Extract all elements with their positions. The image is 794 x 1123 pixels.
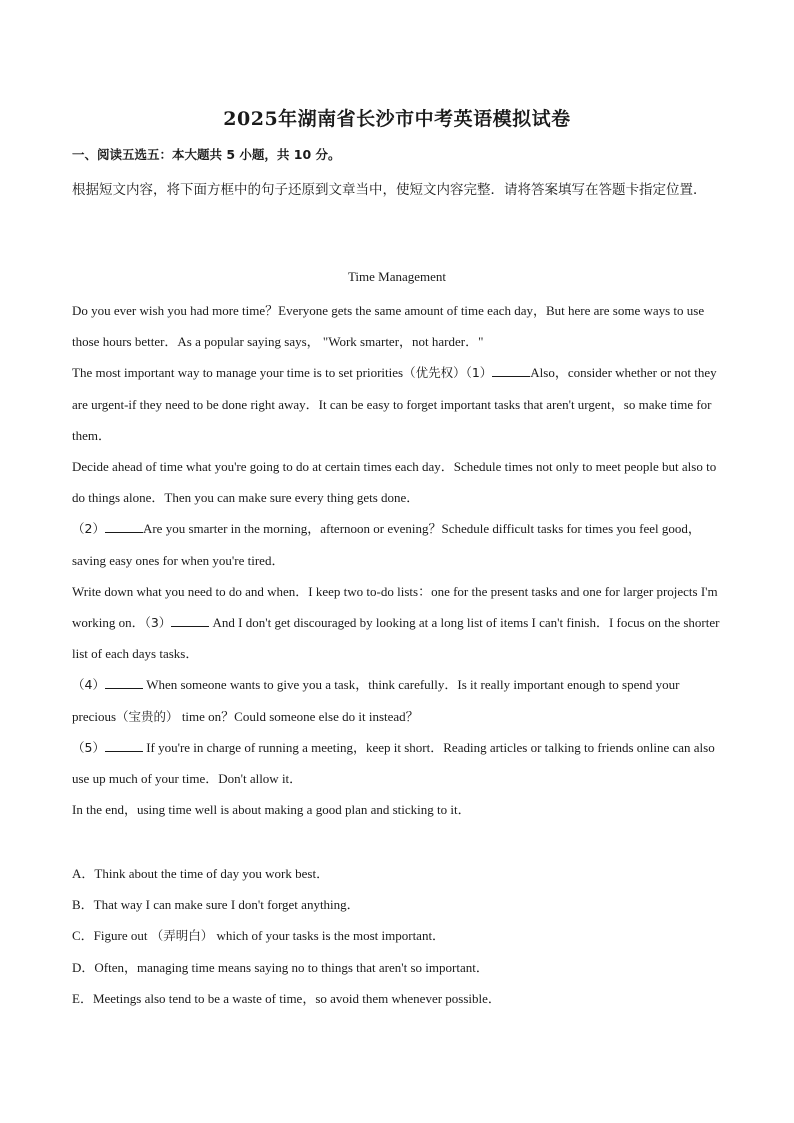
blank-2-number: （2） [72, 521, 105, 537]
paragraph-7-text: If you're in charge of running a meeting，keep it short．Reading articles or talking to friends online can also use up much of your time．Don't allow it． [72, 739, 715, 787]
paragraph-2-text-b: Also，consider whether or not they are urgent-if they need to be done right away．It can be easy to forget important tasks that aren't urgent，so make time for them． [72, 365, 717, 443]
passage [72, 295, 722, 825]
answer-blank-2[interactable] [105, 520, 143, 533]
options-list [72, 858, 722, 1014]
paragraph-6-gloss: （宝贵的） [116, 708, 179, 724]
answer-blank-4[interactable] [105, 676, 143, 689]
option-a: A．Think about the time of day you work best． [72, 866, 330, 881]
blank-4-number: （4） [72, 677, 105, 693]
paragraph-7 [72, 732, 722, 794]
paragraph-2-gloss: （优先权） [403, 365, 466, 381]
paragraph-6 [72, 669, 722, 731]
paragraph-4-text: Are you smarter in the morning，afternoon or evening？Schedule difficult tasks for times you feel good，saving easy ones for when you're tired． [72, 521, 701, 568]
instruction-text: 根据短文内容，将下面方框中的句子还原到文章当中，使短文内容完整．请将答案填写在答题卡指定位置． [72, 182, 707, 198]
paragraph-2 [72, 357, 722, 451]
page-title: 2025年湖南省长沙市中考英语模拟试卷 [223, 108, 571, 130]
paragraph-4 [72, 513, 722, 575]
blank-5-number: （5） [72, 739, 105, 755]
answer-blank-3[interactable] [171, 614, 209, 627]
option-c-text-a: C．Figure out [72, 928, 148, 944]
blank-1-number: （1） [465, 365, 493, 381]
passage-title: Time Management [347, 269, 447, 284]
option-b: B．That way I can make sure I don't forget anything． [72, 897, 360, 913]
blank-3-number: （3） [144, 615, 172, 631]
section-heading: 一、阅读五选五：本大题共 5 小题，共 10 分。 [72, 147, 341, 162]
paragraph-5-text-a: Write down what you need to do and when．I keep two to-do lists：one for the present tasks and one for larger projects I'm working on． [72, 583, 718, 631]
paragraph-5 [72, 576, 722, 670]
paragraph-5-text-b: And I don't get discouraged by looking at a long list of items I can't finish．I focus on the shorter list of each days tasks． [72, 615, 720, 662]
answer-blank-1[interactable] [492, 364, 530, 377]
paragraph-2-text-a: The most important way to manage your time is to set priorities [72, 365, 404, 381]
paragraph-8: In the end，using time well is about making a good plan and sticking to it． [72, 802, 471, 818]
option-c [72, 920, 722, 951]
paragraph-6-text-b: time on？Could someone else do it instead？ [181, 708, 419, 724]
option-d: D．Often，managing time means saying no to things that aren't so important． [72, 959, 489, 975]
answer-blank-5[interactable] [105, 739, 143, 752]
paragraph-3: Decide ahead of time what you're going to do at certain times each day．Schedule times not only to meet people but also to do things alone．Then you can make sure every thing gets done． [72, 459, 717, 506]
option-c-text-b: which of your tasks is the most important． [216, 928, 446, 944]
option-c-gloss: （弄明白） [150, 928, 214, 944]
option-e: E．Meetings also tend to be a waste of time，so avoid them whenever possible． [72, 990, 501, 1006]
paragraph-1: Do you ever wish you had more time？Everyone gets the same amount of time each day，But here are some ways to use those hours better．As a popular saying says， "Work smarter，not harder．" [72, 303, 705, 350]
paragraph-6-text-a: When someone wants to give you a task，think carefully．Is it really important enough to spend your precious [72, 677, 680, 724]
